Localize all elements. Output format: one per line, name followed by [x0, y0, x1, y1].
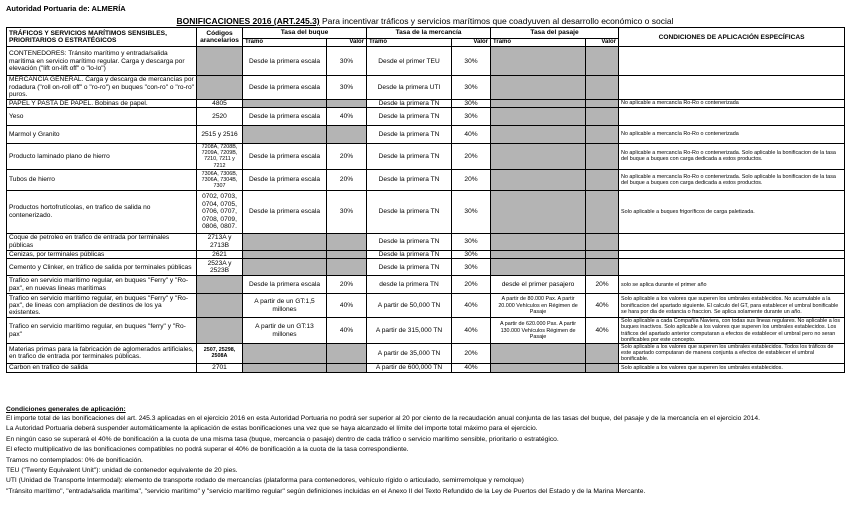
- passage-valor-cell: [586, 76, 619, 99]
- passage-tramo-cell: [491, 233, 586, 250]
- goods-valor-cell: 20%: [452, 276, 491, 294]
- note-line: El efecto multiplicativo de las bonificaciones compatibles no podrá superar el 40% de bonificación a la cuota de la tasa correspondiente.: [6, 446, 409, 454]
- traffic-cell: Trafico en servicio marítimo regular, en buques "Ferry" y "Ro-pax", en nuevas lineas marítimas: [7, 276, 197, 294]
- conditions-cell: solo se aplica durante el primer año: [619, 276, 845, 294]
- traffic-cell: Cemento y Clinker, en tráfico de salida por terminales públicas: [7, 259, 197, 276]
- conditions-cell: [619, 47, 845, 76]
- subheader-passage-tramo: Tramo: [491, 39, 586, 47]
- goods-valor-cell: 30%: [452, 259, 491, 276]
- passage-tramo-cell: A partir de 620.000 Pax. A partir 130.000 Vehículos Régimen de Pasaje: [491, 318, 586, 344]
- goods-tramo-cell: Desde la primera UTI: [367, 76, 452, 99]
- passage-tramo-cell: [491, 190, 586, 233]
- ship-valor-cell: [327, 99, 367, 107]
- goods-valor-cell: 40%: [452, 363, 491, 372]
- goods-tramo-cell: Desde la primera TN: [367, 169, 452, 190]
- ship-tramo-cell: [243, 259, 327, 276]
- conditions-cell: No aplicable a mercancía Ro-Ro o contenerizada. Solo aplicable la bonificacion de la tasa del buque a buques con carga dedicada a estos productos.: [619, 144, 845, 170]
- table-row: [7, 233, 845, 250]
- subheader-goods-tramo: Tramo: [367, 39, 452, 47]
- subheader-ship-valor: Valor: [327, 39, 367, 47]
- goods-valor-cell: 30%: [452, 47, 491, 76]
- goods-tramo-cell: Desde el primer TEU: [367, 47, 452, 76]
- conditions-cell: [619, 76, 845, 99]
- page-title: [0, 16, 850, 26]
- passage-valor-cell: [586, 47, 619, 76]
- ship-valor-cell: 30%: [327, 190, 367, 233]
- notes-list: [6, 414, 844, 497]
- subheader-goods-valor: Valor: [452, 39, 491, 47]
- code-cell: [197, 76, 243, 99]
- goods-tramo-cell: Desde la primera TN: [367, 233, 452, 250]
- traffic-cell: Cenizas, por terminales públicas: [7, 250, 197, 258]
- passage-tramo-cell: [491, 363, 586, 372]
- ship-valor-cell: 30%: [327, 76, 367, 99]
- code-cell: 2621: [197, 250, 243, 258]
- traffic-cell: Coque de petroleo en trafico de entrada por terminales públicas: [7, 233, 197, 250]
- conditions-cell: No aplicable a mercancía Ro-Ro o contenerizada. Solo aplicable la bonificacion de la tasa del buque a buques con carga dedicada a estos productos.: [619, 169, 845, 190]
- table-row: [7, 294, 845, 318]
- code-cell: [197, 47, 243, 76]
- traffic-cell: Yeso: [7, 108, 197, 126]
- notes-heading: Condiciones generales de aplicación:: [6, 406, 126, 413]
- ship-valor-cell: 30%: [327, 47, 367, 76]
- conditions-cell: [619, 233, 845, 250]
- conditions-cell: [619, 108, 845, 126]
- goods-tramo-cell: Desde la primera TN: [367, 190, 452, 233]
- authority-label: Autoridad Portuaria de: ALMERÍA: [6, 4, 126, 13]
- ship-tramo-cell: [243, 233, 327, 250]
- goods-tramo-cell: Desde la primera TN: [367, 99, 452, 107]
- traffic-cell: MERCANCÍA GENERAL. Carga y descarga de mercancías por rodadura ("roll on-roll off" o "ro-ro") en buques "con-ro" o "ro-ro" puros.: [7, 76, 197, 99]
- passage-valor-cell: [586, 126, 619, 144]
- passage-valor-cell: [586, 190, 619, 233]
- table-row: [7, 276, 845, 294]
- traffic-cell: PAPEL Y PASTA DE PAPEL. Bobinas de papel.: [7, 99, 197, 107]
- passage-tramo-cell: A partir de 80.000 Pax. A partir 20.000 Vehículos en Régimen de Pasaje: [491, 294, 586, 318]
- goods-tramo-cell: Desde la primera TN: [367, 250, 452, 258]
- title-rest: Para incentivar tráficos y servicios marítimos que coadyuven al desarrollo económico o social: [319, 16, 674, 26]
- traffic-cell: CONTENEDORES: Tránsito marítimo y entrada/salida marítima en servicio marítimo regular. Carga y descarga por elevación ("lift on-lift off" o "lo-lo"): [7, 47, 197, 76]
- passage-tramo-cell: [491, 250, 586, 258]
- table-row: [7, 47, 845, 76]
- traffic-cell: Carbon en trafico de salida: [7, 363, 197, 372]
- passage-valor-cell: [586, 363, 619, 372]
- goods-valor-cell: 30%: [452, 99, 491, 107]
- ship-valor-cell: 20%: [327, 169, 367, 190]
- goods-tramo-cell: Desde la primera TN: [367, 259, 452, 276]
- title-bold: BONIFICACIONES 2016 (ART.245.3): [176, 16, 320, 26]
- passage-valor-cell: [586, 169, 619, 190]
- ship-tramo-cell: [243, 250, 327, 258]
- conditions-cell: No aplicable a mercancía Ro-Ro o contenerizada: [619, 126, 845, 144]
- conditions-cell: No aplicable a mercancía Ro-Ro o contenerizada: [619, 99, 845, 107]
- general-conditions: [6, 405, 844, 497]
- passage-tramo-cell: [491, 99, 586, 107]
- note-line: Tramos no contemplados: 0% de bonificación.: [6, 456, 143, 464]
- goods-valor-cell: 30%: [452, 250, 491, 258]
- code-cell: 2523A y 2523B: [197, 259, 243, 276]
- code-cell: 2713A y 2713B: [197, 233, 243, 250]
- ship-valor-cell: [327, 344, 367, 364]
- goods-valor-cell: 40%: [452, 126, 491, 144]
- goods-tramo-cell: desde la primera TN: [367, 276, 452, 294]
- ship-valor-cell: [327, 126, 367, 144]
- passage-valor-cell: 20%: [586, 276, 619, 294]
- table-row: [7, 76, 845, 99]
- conditions-cell: Solo aplicable a buques frigoríficos de carga paletizada.: [619, 190, 845, 233]
- goods-valor-cell: 30%: [452, 76, 491, 99]
- goods-valor-cell: 20%: [452, 144, 491, 170]
- goods-valor-cell: 30%: [452, 233, 491, 250]
- passage-tramo-cell: [491, 144, 586, 170]
- ship-valor-cell: [327, 250, 367, 258]
- ship-tramo-cell: Desde la primera escala: [243, 276, 327, 294]
- ship-tramo-cell: A partir de un GT:13 millones: [243, 318, 327, 344]
- bonifications-table: [6, 27, 845, 373]
- passage-valor-cell: [586, 233, 619, 250]
- goods-tramo-cell: A partir de 35,000 TN: [367, 344, 452, 364]
- passage-valor-cell: [586, 144, 619, 170]
- passage-valor-cell: [586, 99, 619, 107]
- note-line: TEU ("Twenty Equivalent Unit"): unidad de contenedor equivalente de 20 pies.: [6, 467, 238, 475]
- table-row: [7, 108, 845, 126]
- header-conditions: CONDICIONES DE APLICACIÓN ESPECÍFICAS: [619, 28, 845, 47]
- conditions-cell: [619, 250, 845, 258]
- traffic-cell: Productos hortofrutícolas, en trafico de salida no contenerizado.: [7, 190, 197, 233]
- ship-tramo-cell: [243, 126, 327, 144]
- note-line: "Tránsito marítimo", "entrada/salida marítima", "servicio marítimo" y "servicio marítimo regular" según definiciones incluidas en el Anexo II del Texto Refundido de la Ley de Puertos del Estado y de la Marina Mercante.: [6, 487, 646, 495]
- passage-tramo-cell: [491, 169, 586, 190]
- ship-tramo-cell: [243, 363, 327, 372]
- note-line: En ningún caso se superará el 40% de bonificación a la cuota de una misma tasa (buque, mercancía o pasaje) dentro de cada tráfico o servicio marítimo sensible, prioritario o estratégico.: [6, 435, 559, 443]
- ship-tramo-cell: Desde la primera escala: [243, 47, 327, 76]
- traffic-cell: Tubos de hierro: [7, 169, 197, 190]
- code-cell: 2507, 25298, 2508A: [197, 344, 243, 364]
- goods-tramo-cell: A partir de 315,000 TN: [367, 318, 452, 344]
- ship-valor-cell: [327, 259, 367, 276]
- ship-valor-cell: 40%: [327, 318, 367, 344]
- passage-tramo-cell: [491, 47, 586, 76]
- passage-valor-cell: 40%: [586, 318, 619, 344]
- traffic-cell: Producto laminado plano de hierro: [7, 144, 197, 170]
- ship-tramo-cell: Desde la primera escala: [243, 169, 327, 190]
- code-cell: 2701: [197, 363, 243, 372]
- code-cell: [197, 318, 243, 344]
- table-row: [7, 190, 845, 233]
- header-passage: Tasa del pasaje: [491, 28, 619, 39]
- code-cell: 7306A, 7306B, 7306A, 7304B, 7307: [197, 169, 243, 190]
- conditions-cell: Solo aplicable a los valores que superen los umbrales establecidos. No acumulable a la bonificacion del apartado siguiente. El calculo del GT, para establecer el umbral bonificable se hara por dia de estancia o fraccion. Se aplica solamente durante un año.: [619, 294, 845, 318]
- passage-valor-cell: [586, 259, 619, 276]
- ship-valor-cell: 40%: [327, 294, 367, 318]
- ship-tramo-cell: Desde la primera escala: [243, 76, 327, 99]
- passage-tramo-cell: [491, 76, 586, 99]
- passage-tramo-cell: [491, 259, 586, 276]
- ship-tramo-cell: [243, 344, 327, 364]
- ship-tramo-cell: Desde la primera escala: [243, 108, 327, 126]
- passage-valor-cell: [586, 108, 619, 126]
- passage-tramo-cell: [491, 126, 586, 144]
- code-cell: 0702, 0703, 0704, 0705, 0706, 0707, 0708, 0709, 0806, 0807.: [197, 190, 243, 233]
- conditions-cell: [619, 259, 845, 276]
- goods-valor-cell: 40%: [452, 294, 491, 318]
- ship-valor-cell: [327, 363, 367, 372]
- table-row: [7, 144, 845, 170]
- ship-tramo-cell: A partir de un GT:1,5 millones: [243, 294, 327, 318]
- note-line: La Autoridad Portuaria deberá suspender automáticamente la aplicación de estas bonificaciones una vez que se haya alcanzado el límite del importe total máximo para el ejercicio.: [6, 425, 538, 433]
- traffic-cell: Marmol y Granito: [7, 126, 197, 144]
- code-cell: 7208A, 7208B, 7209A, 7209B, 7210, 7211 y 7212: [197, 144, 243, 170]
- table-row: [7, 250, 845, 258]
- goods-tramo-cell: Desde la primera TN: [367, 126, 452, 144]
- traffic-cell: Trafico en servicio marítimo regular, en buques "ferry" y "Ro-pax": [7, 318, 197, 344]
- passage-tramo-cell: desde el primer pasajero: [491, 276, 586, 294]
- ship-tramo-cell: [243, 99, 327, 107]
- ship-valor-cell: 40%: [327, 108, 367, 126]
- note-line: UTI (Unidad de Transporte Intermodal): elemento de transporte rodado de mercancías (plataforma para contenedores, vehículo rígido o articulado, semirremolque y remolque): [6, 477, 524, 485]
- ship-valor-cell: 20%: [327, 276, 367, 294]
- subheader-ship-tramo: Tramo: [243, 39, 327, 47]
- note-line: El importe total de las bonificaciones del art. 245.3 aplicadas en el ejercicio 2016 en esta Autoridad Portuaria no podrá ser superior al 20 por ciento de la recaudación anual conjunta de las tasas del buque, del pasaje y de la mercancía en el ejercicio 2014.: [6, 415, 760, 422]
- passage-tramo-cell: [491, 108, 586, 126]
- traffic-cell: Trafico en servicio marítimo regular, en buques "Ferry" y "Ro-pax", de lineas con ampliacion de destinos de los ya existentes.: [7, 294, 197, 318]
- ship-tramo-cell: Desde la primera escala: [243, 190, 327, 233]
- passage-valor-cell: 40%: [586, 294, 619, 318]
- goods-valor-cell: 40%: [452, 318, 491, 344]
- traffic-cell: Materias primas para la fabricación de aglomerados artificiales, en trafico de entrada por terminales públicas.: [7, 344, 197, 364]
- code-cell: 4805: [197, 99, 243, 107]
- conditions-cell: Solo aplicable a los valores que superen los umbrales establecidos.: [619, 363, 845, 372]
- table-row: [7, 99, 845, 107]
- header-ship: Tasa del buque: [243, 28, 367, 39]
- header-goods: Tasa de la mercancía: [367, 28, 491, 39]
- ship-valor-cell: [327, 233, 367, 250]
- ship-valor-cell: 20%: [327, 144, 367, 170]
- table-row: [7, 259, 845, 276]
- goods-tramo-cell: Desde la primera TN: [367, 108, 452, 126]
- goods-valor-cell: 30%: [452, 190, 491, 233]
- passage-tramo-cell: [491, 344, 586, 364]
- goods-valor-cell: 30%: [452, 108, 491, 126]
- code-cell: 2515 y 2516: [197, 126, 243, 144]
- goods-tramo-cell: A partir de 50,000 TN: [367, 294, 452, 318]
- conditions-cell: Solo aplicable a cada Compañía Naviera, con todas sus lineas regulares. No aplicable a los buques inactivos. Solo aplicable a los valores que superen los umbrales establecidos. Los tráficos del apartado anterior computaran a efectos de establecer el umbral pero no seran bonificables por este concepto.: [619, 318, 845, 344]
- code-cell: 2520: [197, 108, 243, 126]
- table-row: [7, 169, 845, 190]
- passage-valor-cell: [586, 250, 619, 258]
- table-row: [7, 363, 845, 372]
- code-cell: [197, 294, 243, 318]
- goods-valor-cell: 20%: [452, 344, 491, 364]
- header-codes: Códigos arancelarios: [197, 28, 243, 47]
- goods-tramo-cell: A partir de 600,000 TN: [367, 363, 452, 372]
- conditions-cell: Solo aplicable a los valores que superen los umbrales establecidos. Todos los tráficos de este apartado computaran de manera conjunta a efectos de establecer el umbral bonificable.: [619, 344, 845, 364]
- goods-tramo-cell: Desde la primera TN: [367, 144, 452, 170]
- passage-valor-cell: [586, 344, 619, 364]
- header-traffic: TRÁFICOS Y SERVICIOS MARÍTIMOS SENSIBLES, PRIORITARIOS O ESTRATÉGICOS: [7, 28, 197, 47]
- subheader-passage-valor: Valor: [586, 39, 619, 47]
- ship-tramo-cell: Desde la primera escala: [243, 144, 327, 170]
- code-cell: [197, 276, 243, 294]
- table-row: [7, 318, 845, 344]
- goods-valor-cell: 20%: [452, 169, 491, 190]
- table-row: [7, 344, 845, 364]
- table-row: [7, 126, 845, 144]
